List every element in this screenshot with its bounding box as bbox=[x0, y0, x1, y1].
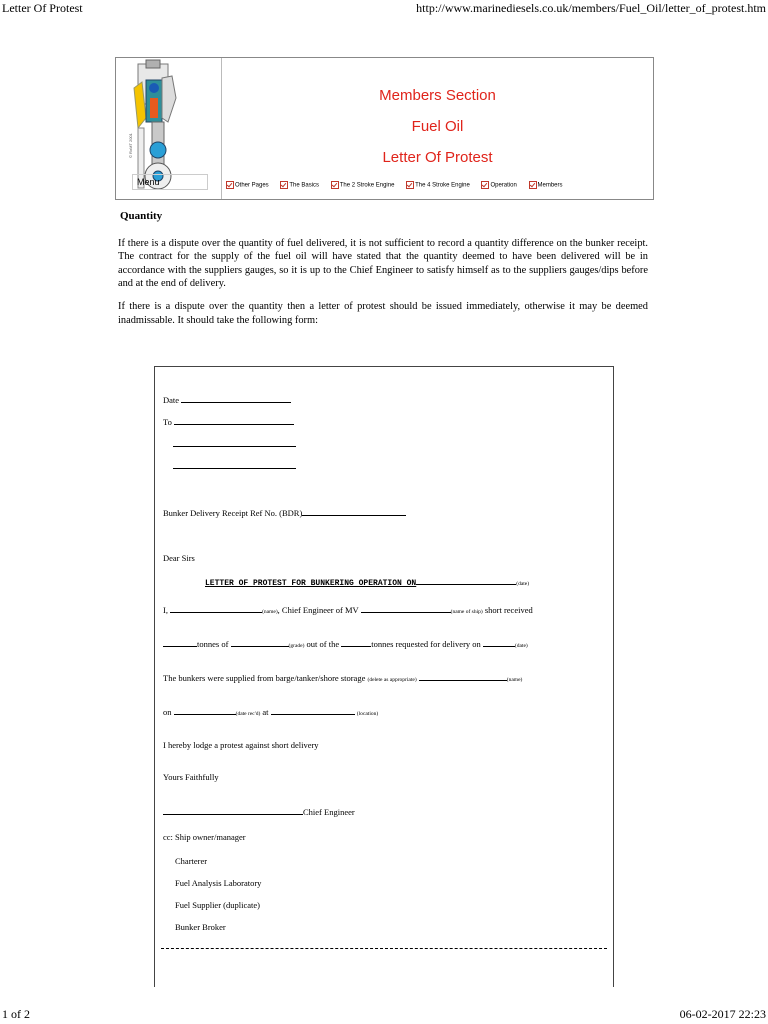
checkbox-icon bbox=[529, 181, 537, 189]
checkbox-icon bbox=[331, 181, 339, 189]
i-label: I, bbox=[163, 605, 168, 615]
print-header bbox=[2, 1, 766, 16]
bdr-line bbox=[163, 507, 406, 518]
banner-titles bbox=[222, 80, 653, 173]
print-footer bbox=[2, 1007, 766, 1022]
location-blank bbox=[271, 706, 355, 715]
nav-the-basics[interactable] bbox=[280, 181, 319, 189]
address-blank bbox=[173, 460, 296, 471]
tonnes-blank bbox=[163, 638, 197, 647]
signature-line bbox=[163, 806, 355, 817]
nav-4-stroke[interactable] bbox=[406, 181, 470, 189]
page-number: 1 of 2 bbox=[2, 1007, 30, 1021]
article-content bbox=[118, 210, 648, 336]
bdr-label: Bunker Delivery Receipt Ref No. (BDR) bbox=[163, 508, 303, 518]
paragraph: If there is a dispute over the quantity of fuel delivered, it is not sufficient to record a quantity difference on the bunker receipt. The contract for the supply of the fuel oil will have stated that the quantity deemed to have been delivered will be in accordance with the suppliers gauges, so it is up to the Chief Engineer to satisfy himself as to the suppliers gauges/dips before and at the end of delivery. bbox=[118, 237, 648, 290]
protest-letter-form bbox=[154, 366, 614, 987]
on-label: on bbox=[163, 707, 172, 717]
cc-item: Bunker Broker bbox=[175, 922, 226, 932]
menu-box[interactable] bbox=[132, 174, 208, 190]
date-label: Date bbox=[163, 395, 180, 405]
title-date-blank bbox=[416, 576, 516, 585]
cc-item: Fuel Supplier (duplicate) bbox=[175, 900, 260, 910]
name-note: (name) bbox=[262, 609, 278, 615]
menu-label: Menu bbox=[137, 177, 160, 187]
recd-date-blank bbox=[174, 706, 236, 715]
tonnes-of-label: tonnes of bbox=[197, 639, 229, 649]
signature-blank bbox=[163, 806, 303, 815]
nav-label: The 4 Stroke Engine bbox=[415, 182, 470, 189]
print-datetime: 06-02-2017 22:23 bbox=[679, 1007, 766, 1021]
cc-item: Charterer bbox=[175, 856, 208, 866]
short-received-label: short received bbox=[484, 605, 533, 615]
out-of-label: out of the bbox=[306, 639, 340, 649]
delete-note: (delete as appropriate) bbox=[367, 677, 417, 683]
nav-2-stroke[interactable] bbox=[331, 181, 395, 189]
supplier-blank bbox=[419, 672, 507, 681]
ship-blank bbox=[361, 604, 451, 613]
date-note: (date) bbox=[514, 643, 528, 649]
checkbox-icon bbox=[406, 181, 414, 189]
paragraph: If there is a dispute over the quantity then a letter of protest should be issued immediately, otherwise it may be deemed inadmissable. It should take the following form: bbox=[118, 300, 648, 326]
checkbox-icon bbox=[481, 181, 489, 189]
ship-note: (name of ship) bbox=[450, 609, 483, 615]
nav-other-pages[interactable] bbox=[226, 181, 269, 189]
nav-label: Operation bbox=[490, 182, 517, 189]
bdr-blank bbox=[302, 507, 406, 516]
checkbox-icon bbox=[226, 181, 234, 189]
print-page-title: Letter Of Protest bbox=[2, 1, 83, 15]
statement-line bbox=[163, 604, 533, 615]
salutation: Dear Sirs bbox=[163, 553, 195, 563]
recd-note: (date rec'd) bbox=[235, 711, 261, 717]
nav-members[interactable] bbox=[529, 181, 563, 189]
date-line bbox=[163, 394, 291, 405]
grade-blank bbox=[231, 638, 289, 647]
nav-label: Members bbox=[537, 182, 563, 189]
section-title: Members Section bbox=[379, 87, 496, 104]
name-blank bbox=[170, 604, 262, 613]
at-label: at bbox=[262, 707, 269, 717]
on-at-line bbox=[163, 706, 378, 717]
date-blank bbox=[181, 394, 291, 403]
date-note: (date) bbox=[516, 581, 530, 587]
letter-title-line bbox=[205, 576, 529, 588]
site-banner bbox=[115, 57, 654, 200]
checkbox-icon bbox=[280, 181, 288, 189]
cc-item: Fuel Analysis Laboratory bbox=[175, 878, 262, 888]
to-line bbox=[163, 416, 294, 427]
grade-note: (grade) bbox=[288, 643, 305, 649]
location-note: (location) bbox=[356, 711, 379, 717]
to-label: To bbox=[163, 417, 172, 427]
chief-mv-label: , Chief Engineer of MV bbox=[277, 605, 359, 615]
name-note: (name) bbox=[506, 677, 523, 683]
yours-faithfully: Yours Faithfully bbox=[163, 772, 219, 782]
chief-engineer-label: Chief Engineer bbox=[303, 807, 355, 817]
nav-operation[interactable] bbox=[481, 181, 516, 189]
print-url[interactable]: http://www.marinediesels.co.uk/members/Fuel_Oil/letter_of_protest.htm bbox=[416, 1, 766, 15]
delivery-date-blank bbox=[483, 638, 515, 647]
section-heading: Quantity bbox=[120, 210, 163, 222]
lodge-protest: I hereby lodge a protest against short delivery bbox=[163, 740, 319, 750]
tonnes-line bbox=[163, 638, 528, 649]
nav-bar bbox=[226, 181, 573, 189]
address-blank bbox=[173, 438, 296, 449]
svg-text:© RoMT 2001: © RoMT 2001 bbox=[128, 133, 133, 158]
page-title: Letter Of Protest bbox=[382, 149, 493, 166]
requested-blank bbox=[341, 638, 371, 647]
letter-title: LETTER OF PROTEST FOR BUNKERING OPERATION ON bbox=[205, 579, 417, 588]
supplied-label: The bunkers were supplied from barge/tanker/shore storage bbox=[163, 673, 366, 683]
subsection-title: Fuel Oil bbox=[411, 118, 464, 135]
nav-label: Other Pages bbox=[235, 182, 269, 189]
cc-line: cc: Ship owner/manager bbox=[163, 832, 246, 842]
requested-label: tonnes requested for delivery on bbox=[371, 639, 481, 649]
nav-label: The 2 Stroke Engine bbox=[339, 182, 395, 189]
nav-label: The Basics bbox=[289, 182, 320, 189]
supplied-line bbox=[163, 672, 522, 683]
to-blank bbox=[174, 416, 294, 425]
dashed-divider bbox=[161, 948, 607, 949]
